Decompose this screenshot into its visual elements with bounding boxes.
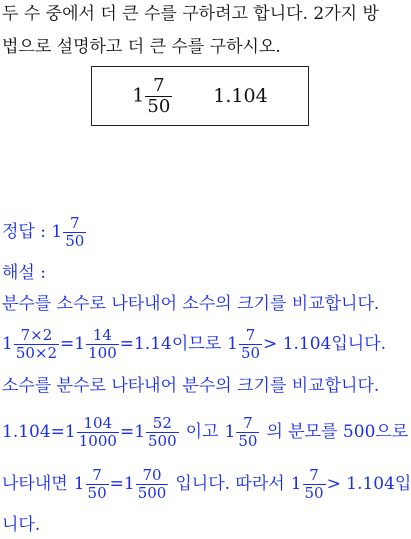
- fraction: [303, 467, 326, 502]
- text-segment: > 1.104입: [326, 474, 411, 494]
- mixed-fraction: [145, 76, 172, 117]
- whole-part: 1: [227, 334, 238, 354]
- fraction-denominator: 50: [240, 344, 261, 362]
- fraction: [86, 467, 109, 502]
- fraction: [146, 415, 179, 450]
- whole-part: 1: [2, 334, 13, 354]
- equals-sign: =: [119, 334, 134, 354]
- text-segment: 입니다. 따라서: [175, 474, 285, 494]
- fraction-numerator: 7: [243, 414, 253, 432]
- fraction-denominator: 100: [88, 344, 117, 362]
- fraction: [136, 467, 169, 502]
- method2-equation-a: [2, 410, 408, 454]
- method2-title: 소수를 분수로 나타내어 분수의 크기를 비교합니다.: [2, 376, 380, 396]
- text-segment: 이고: [185, 422, 219, 442]
- text-segment: 1.14이므로: [134, 334, 222, 354]
- whole-part: 1: [224, 422, 236, 442]
- fraction-numerator: 7×2: [20, 326, 53, 344]
- fraction-numerator: 14: [92, 326, 112, 344]
- whole-part: 1: [290, 474, 302, 494]
- explanation-last-line: 니다.: [2, 515, 41, 535]
- mixed-number: [132, 76, 173, 117]
- text-segment: > 1.104입니다.: [263, 334, 387, 354]
- whole-part: 1: [123, 474, 135, 494]
- problem-line-1: 두 수 중에서 더 큰 수를 구하려고 합니다. 2가지 방: [2, 4, 379, 24]
- equals-sign: =: [119, 422, 135, 442]
- fraction-denominator: 500: [137, 484, 167, 502]
- method1-title: 분수를 소수로 나타내어 소수의 크기를 비교합니다.: [2, 294, 380, 314]
- fraction-numerator: 52: [152, 414, 172, 432]
- fraction-numerator: 7: [153, 74, 165, 96]
- whole-part: 1: [134, 422, 146, 442]
- text-segment: 의 분모를 500으로: [266, 422, 409, 442]
- fraction-denominator: 500: [148, 432, 177, 450]
- fraction-denominator: 50: [147, 95, 171, 117]
- equals-sign: =: [60, 334, 75, 354]
- answer-fraction: [63, 215, 86, 250]
- whole-part: 1: [73, 474, 85, 494]
- answer-line: [2, 212, 87, 252]
- fraction-numerator: 7: [92, 466, 102, 484]
- fraction-numerator: 7: [309, 466, 319, 484]
- fraction-denominator: 50: [238, 432, 258, 450]
- fraction-numerator: 7: [69, 214, 80, 232]
- whole-part: 1: [64, 422, 76, 442]
- equals-sign: =: [50, 422, 65, 442]
- fraction-numerator: 7: [245, 326, 256, 344]
- explanation-label: 해설 :: [2, 263, 46, 283]
- decimal-number: 1.104: [213, 85, 268, 107]
- fraction: [77, 415, 119, 450]
- method2-equation-b: [2, 462, 411, 506]
- fraction-numerator: 70: [142, 466, 162, 484]
- fraction-denominator: 1000: [78, 432, 117, 450]
- fraction-numerator: 104: [83, 414, 113, 432]
- fraction-denominator: 50: [65, 232, 85, 250]
- problem-line-2: 법으로 설명하고 더 큰 수를 구하시오.: [2, 37, 281, 57]
- whole-part: 1: [74, 334, 86, 354]
- fraction: [239, 327, 262, 362]
- fraction-denominator: 50: [87, 484, 107, 502]
- equals-sign: =: [109, 474, 124, 494]
- text-segment: 나타내면: [2, 474, 68, 494]
- text-segment: 1.104: [2, 422, 51, 442]
- mixed-whole: 1: [132, 84, 145, 106]
- fraction-denominator: 50×2: [15, 344, 58, 362]
- answer-whole: 1: [51, 222, 63, 242]
- answer-label: 정답 :: [2, 222, 46, 242]
- fraction: [14, 327, 59, 362]
- method1-equation: [2, 322, 386, 366]
- fraction: [86, 327, 119, 362]
- fraction-denominator: 50: [304, 484, 324, 502]
- comparison-box: [91, 66, 309, 126]
- fraction: [236, 415, 259, 450]
